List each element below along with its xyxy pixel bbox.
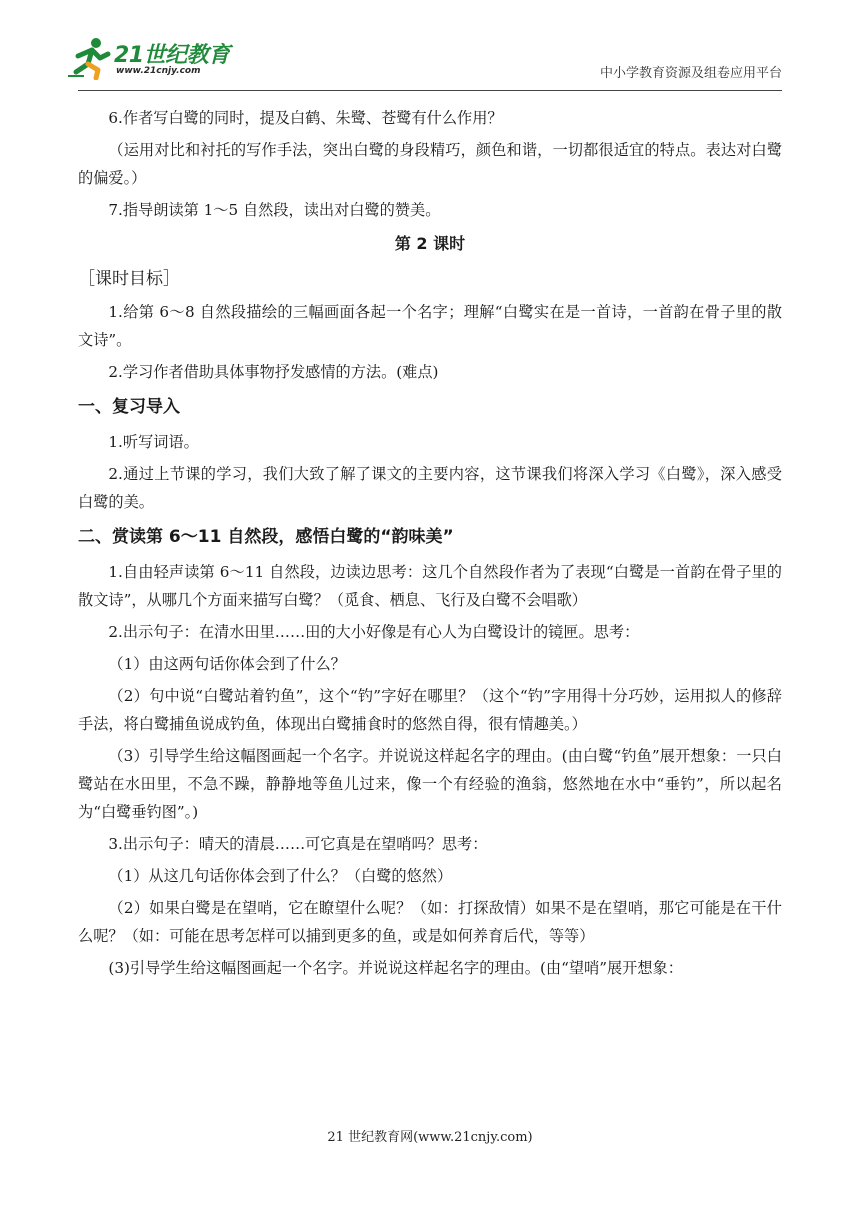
site-logo[interactable] (66, 36, 236, 84)
platform-name: 中小学教育资源及组卷应用平台 (599, 66, 782, 81)
runner-logo-icon (66, 36, 114, 80)
lesson-title: 第 2 课时 (394, 234, 466, 253)
paragraph: 1.听写词语。 (108, 433, 199, 451)
logo-url: www.21cnjy.com (116, 66, 201, 76)
paragraph: 6.作者写白鹭的同时，提及白鹤、朱鹭、苍鹭有什么作用？ (108, 109, 503, 127)
header-divider (78, 90, 782, 91)
paragraph: 2.通过上节课的学习，我们大致了解了课文的主要内容，这节课我们将深入学习《白鹭》，深入感受白鹭的美。 (78, 465, 782, 511)
paragraph: （3）引导学生给这幅图画起一个名字。并说说这样起名字的理由。(由白鹭“钓鱼”展开想象：一只白鹭站在水田里，不急不躁，静静地等鱼儿过来，像一个有经验的渔翁，悠然地在水中“垂钓”，所以起名为“白鹭垂钓图”。) (78, 747, 782, 821)
section-heading: 二、赏读第 6～11 自然段，感悟白鹭的“韵味美” (78, 527, 454, 547)
paragraph: 7.指导朗读第 1～5 自然段，读出对白鹭的赞美。 (108, 201, 441, 219)
objective-item: 2.学习作者借助具体事物抒发感情的方法。(难点) (108, 363, 439, 381)
paragraph: （2）如果白鹭是在望哨，它在瞭望什么呢？（如：打探敌情）如果不是在望哨，那它可能是在干什么呢？（如：可能在思考怎样可以捕到更多的鱼，或是如何养育后代，等等） (78, 899, 782, 945)
page-header (0, 0, 860, 92)
paragraph: （1）从这几句话你体会到了什么？（白鹭的悠然） (108, 867, 453, 885)
document-body (78, 104, 782, 986)
paragraph: （运用对比和衬托的写作手法，突出白鹭的身段精巧，颜色和谐，一切都很适宜的特点。表达对白鹭的偏爱。） (78, 141, 782, 187)
paragraph: （1）由这两句话你体会到了什么？ (108, 655, 346, 673)
paragraph: 3.出示句子：晴天的清晨……可它真是在望哨吗？思考： (108, 835, 488, 853)
paragraph: (3)引导学生给这幅图画起一个名字。并说说这样起名字的理由。(由“望哨”展开想象： (108, 959, 683, 977)
section-heading: 一、复习导入 (78, 397, 180, 417)
paragraph: 2.出示句子：在清水田里……田的大小好像是有心人为白鹭设计的镜匣。思考： (108, 623, 640, 641)
objective-item: 1.给第 6～8 自然段描绘的三幅画面各起一个名字；理解“白鹭实在是一首诗，一首韵在骨子里的散文诗”。 (78, 303, 782, 349)
page-footer[interactable]: 21 世纪教育网(www.21cnjy.com) (327, 1130, 533, 1145)
logo-text: 21世纪教育 (114, 43, 230, 68)
objective-heading: ［课时目标］ (78, 269, 180, 289)
paragraph: 1.自由轻声读第 6～11 自然段，边读边思考：这几个自然段作者为了表现“白鹭是一首韵在骨子里的散文诗”，从哪几个方面来描写白鹭？（觅食、栖息、飞行及白鹭不会唱歌） (78, 563, 782, 609)
paragraph: （2）句中说“白鹭站着钓鱼”，这个“钓”字好在哪里？（这个“钓”字用得十分巧妙，运用拟人的修辞手法，将白鹭捕鱼说成钓鱼，体现出白鹭捕食时的悠然自得，很有情趣美。） (78, 687, 782, 733)
